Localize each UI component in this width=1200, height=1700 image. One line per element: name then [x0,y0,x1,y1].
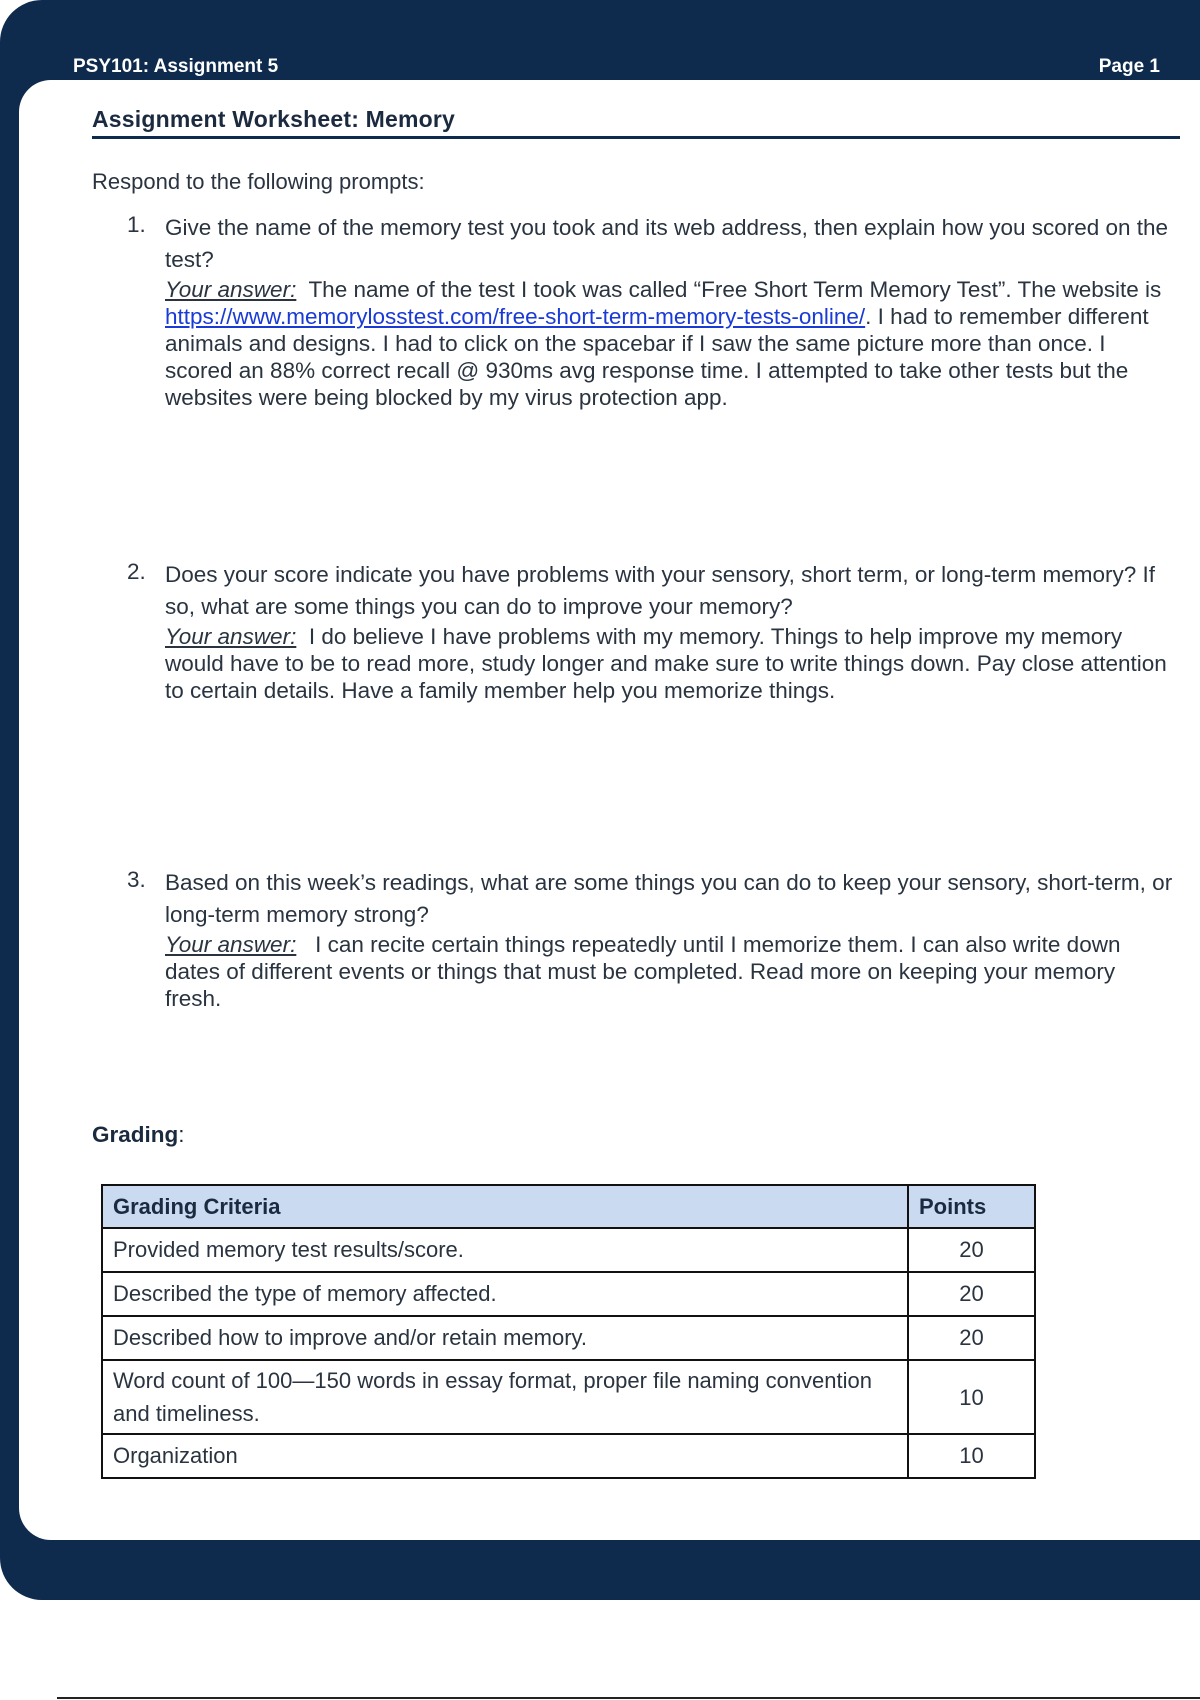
table-row [102,1272,1035,1316]
criteria-cell: Word count of 100—150 words in essay format, proper file naming convention and timeliness. [102,1360,908,1434]
grading-table [101,1184,1036,1479]
answer-part-1: The name of the test I took was called “Free Short Term Memory Test”. The website is [308,277,1162,302]
worksheet-intro: Respond to the following prompts: [92,169,425,194]
grading-heading [92,1122,185,1148]
question-prompt: Give the name of the memory test you took and its web address, then explain how you scored on the test? [165,215,1169,272]
answer-label: Your answer: [165,624,297,649]
course-header: PSY101: Assignment 5 [73,56,279,77]
table-row [102,1316,1035,1360]
question-2 [127,559,1177,704]
question-prompt: Does your score indicate you have problems with your sensory, short term, or long-term memory? If so, what are some things you can do to improve your memory? [165,562,1155,619]
table-row [102,1228,1035,1272]
answer-text [165,276,1177,411]
answer-text [165,931,1177,1012]
grading-label: Grading [92,1122,179,1147]
points-column-header: Points [908,1185,1035,1228]
worksheet-paper [19,80,1200,1540]
points-cell: 20 [908,1316,1035,1360]
worksheet-title: Assignment Worksheet: Memory [92,106,1180,139]
question-1 [127,212,1177,411]
table-row [102,1434,1035,1478]
points-cell: 10 [908,1434,1035,1478]
criteria-cell: Described how to improve and/or retain memory. [102,1316,908,1360]
question-prompt: Based on this week’s readings, what are some things you can do to keep your sensory, short-term, or long-term memory strong? [165,870,1173,927]
answer-part-2: . I had to remember different animals and designs. I had to click on the spacebar if I saw the same picture more than once. I scored an 88% correct recall @ 930ms avg response time. I attempted to take other tests but the websites were being blocked by my virus protection app. [165,304,1149,410]
answer-body: I can recite certain things repeatedly until I memorize them. I can also write down dates of different events or things that must be completed. Read more on keeping your memory fresh. [165,932,1121,1011]
question-number: 1. [127,212,146,237]
points-cell: 10 [908,1360,1035,1434]
table-header-row [102,1185,1035,1228]
criteria-column-header: Grading Criteria [102,1185,908,1228]
criteria-cell: Organization [102,1434,908,1478]
table-row [102,1360,1035,1434]
criteria-cell: Described the type of memory affected. [102,1272,908,1316]
page-number: Page 1 [1098,56,1160,77]
question-number: 3. [127,867,146,892]
criteria-cell: Provided memory test results/score. [102,1228,908,1272]
points-cell: 20 [908,1272,1035,1316]
answer-label: Your answer: [165,277,297,302]
footer-divider [57,1697,1200,1699]
question-3 [127,867,1177,1012]
memory-test-link[interactable]: https://www.memorylosstest.com/free-short-term-memory-tests-online/ [165,304,866,329]
answer-label: Your answer: [165,932,297,957]
worksheet-content [92,80,1180,1468]
question-number: 2. [127,559,146,584]
grading-colon: : [178,1122,185,1147]
points-cell: 20 [908,1228,1035,1272]
answer-body: I do believe I have problems with my memory. Things to help improve my memory would have to be to read more, study longer and make sure to write things down. Pay close attention to certain details. Have a family member help you memorize things. [165,624,1167,703]
answer-text [165,623,1177,704]
